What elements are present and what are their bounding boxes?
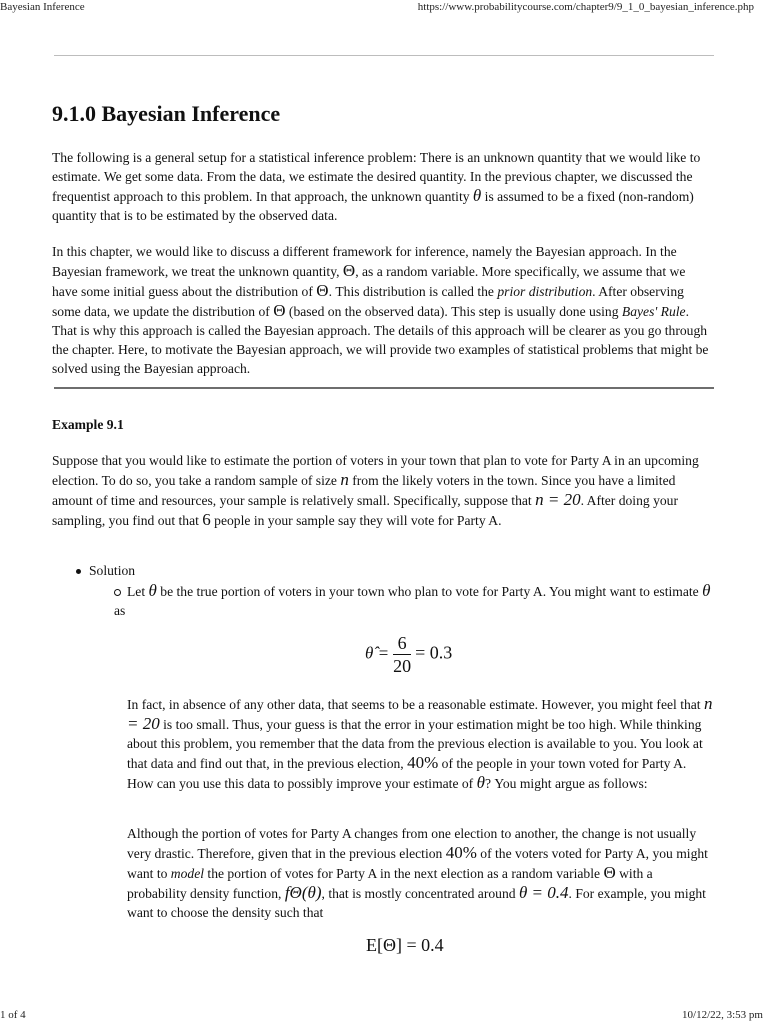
print-footer (0, 1008, 768, 1024)
page-title: 9.1.0 Bayesian Inference (52, 101, 281, 126)
bullet-disc-icon (76, 569, 81, 574)
example-title: Example 9.1 (52, 417, 124, 432)
page-url[interactable]: https://www.probabilitycourse.com/chapter9/9_1_0_bayesian_inference.php (417, 1, 754, 13)
example-text: Suppose that you would like to estimate the portion of voters in your town that plan to vote for Party A in an upcoming election. To do so, you take a random sample of size n from the likely voters in the town. Since you have a limited amount of time and resources, your sample is relatively small. Specifically, suppose that n = 20. After doing your sampling, you find out that 6 people in your sample say they will vote for Party A. (52, 453, 699, 529)
solution-label: Solution (89, 563, 136, 578)
tab-title: Bayesian Inference (0, 1, 85, 13)
solution-paragraph-3: Although the portion of votes for Party A changes from one election to another, the change is not usually very drastic. Therefore, given that in the previous election 40% of the voters voted for Party A, you might want to model the portion of votes for Party A in the next election as a random variable Θ with a probability density function, fΘ(θ), that is mostly concentrated around θ = 0.4. For example, you might want to choose the density such that (127, 826, 708, 920)
example-block (52, 415, 714, 530)
bullet-circle-icon (114, 589, 121, 596)
section-divider (54, 387, 714, 389)
solution-item (76, 561, 135, 580)
paragraph-intro: The following is a general setup for a statistical inference problem: There is an unknown quantity that we would like to estimate. We get some data. From the data, we estimate the desired quantity. In the previous chapter, we discussed the frequentist approach to this problem. In that approach, the unknown quantity θ is assumed to be a fixed (non-random) quantity that is to be estimated by the observed data. (52, 150, 701, 223)
solution-paragraph-2: In fact, in absence of any other data, that seems to be a reasonable estimate. However, you might feel that n = 20 is too small. Thus, your guess is that the error in your estimation might be too high. While thinking about this problem, you remember that the data from the previous election is available to you. You look at that data and find out that, in the previous election, 40% of the people in your town voted for Party A. How can you use this data to possibly improve your estimate of θ? You might argue as follows: (127, 694, 713, 792)
equation-expectation: E[Θ] = 0.4 (366, 935, 444, 955)
equation-theta-hat: θ̂ = $\frac{6}{20}$ = 0.3 (365, 633, 453, 676)
top-divider (54, 55, 714, 56)
print-header (0, 0, 768, 14)
print-timestamp: 10/12/22, 3:53 pm (682, 1009, 763, 1021)
paragraph-bayesian: In this chapter, we would like to discuss a different framework for inference, namely the Bayesian approach. In the Bayesian framework, we treat the unknown quantity, Θ, as a random variable. More specifically, we assume that we have some initial guess about the distribution of Θ. This distribution is called the prior distribution. After observing some data, we update the distribution of Θ (based on the observed data). This step is usually done using Bayes' Rule. That is why this approach is called the Bayesian approach. The details of this approach will be clearer as you go through the chapter. Here, to motivate the Bayesian approach, we will provide two examples of statistical problems that might be solved using the Bayesian approach. (52, 244, 709, 376)
page-counter: 1 of 4 (0, 1009, 26, 1021)
solution-step-1: Let θ be the true portion of voters in your town who plan to vote for Party A. You might want to estimate θ as (114, 581, 711, 618)
article (52, 98, 714, 378)
